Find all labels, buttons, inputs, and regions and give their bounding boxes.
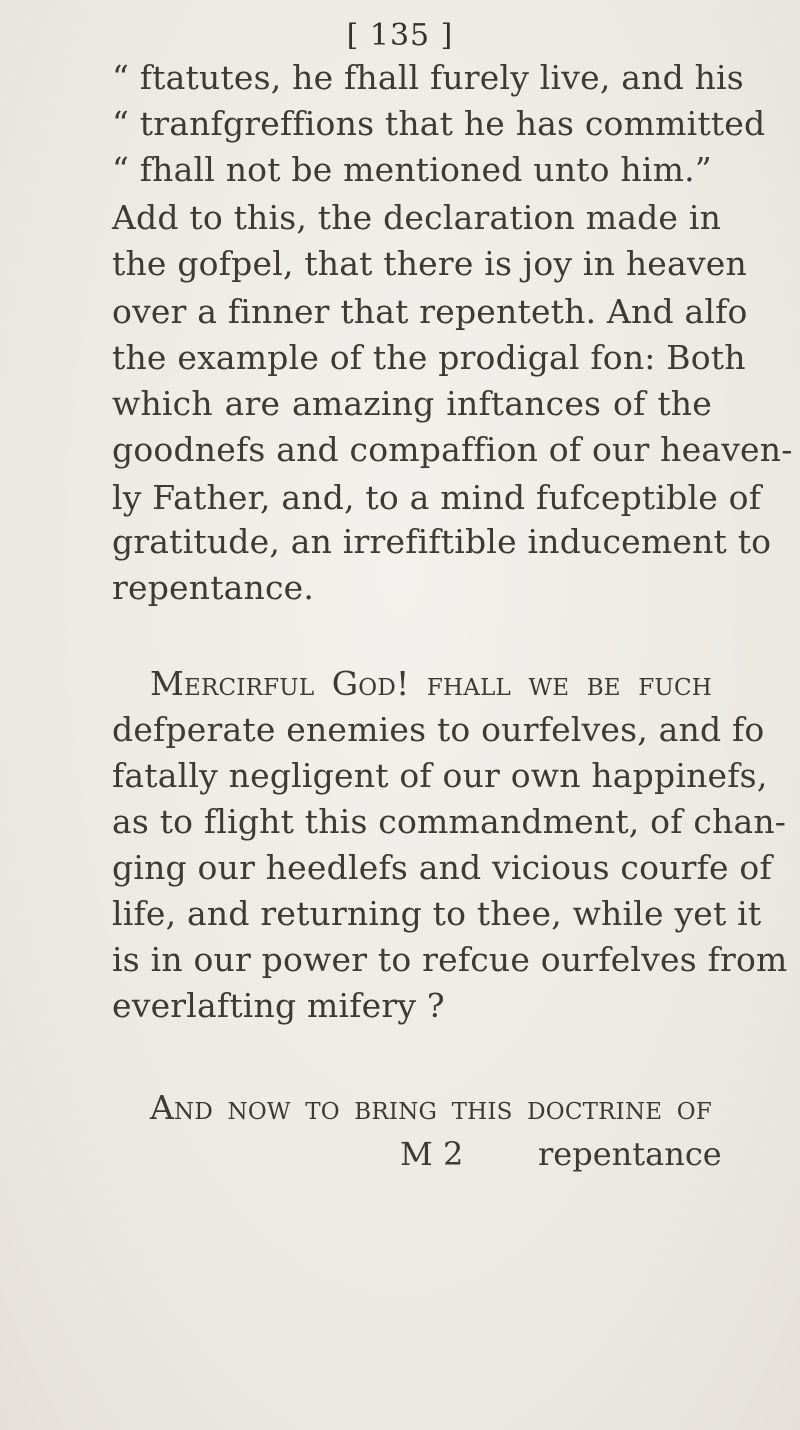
text-line: which are amazing inftances of the <box>112 384 712 423</box>
text-line: “ tranfgreffions that he has committed <box>112 104 766 143</box>
paragraph-opening-line <box>150 1086 712 1130</box>
text-line: “ fhall not be mentioned unto him.” <box>112 150 712 189</box>
text-line: repentance. <box>112 568 315 607</box>
page-number-header: [ 135 ] <box>346 18 454 53</box>
text-line: “ ftatutes, he fhall furely live, and his <box>112 58 744 97</box>
text-line: gratitude, an irrefiftible inducement to <box>112 522 772 561</box>
text-line: is in our power to refcue ourfelves from <box>112 940 788 979</box>
catchword: repentance <box>538 1135 722 1173</box>
text-line: everlafting mifery ? <box>112 986 445 1025</box>
paragraph-opening-smallcaps: And now to bring this doctrine of <box>150 1088 712 1127</box>
text-line: as to flight this commandment, of chan- <box>112 802 787 841</box>
text-line: goodnefs and compaffion of our heaven- <box>112 430 793 469</box>
text-line: ly Father, and, to a mind fufceptible of <box>112 478 762 517</box>
text-line: life, and returning to thee, while yet it <box>112 894 762 933</box>
text-line: defperate enemies to ourfelves, and fo <box>112 710 765 749</box>
text-line: Add to this, the declaration made in <box>112 198 722 237</box>
text-line: the gofpel, that there is joy in heaven <box>112 244 747 283</box>
signature-mark: M 2 <box>400 1135 464 1173</box>
paragraph-opening-line <box>150 662 712 706</box>
text-line: fatally negligent of our own happinefs, <box>112 756 768 795</box>
paragraph-opening-smallcaps: Mercirful God! fhall we be fuch <box>150 664 712 703</box>
text-line: over a finner that repenteth. And alfo <box>112 292 748 331</box>
text-line: ging our heedlefs and vicious courfe of <box>112 848 772 887</box>
text-line: the example of the prodigal fon: Both <box>112 338 746 377</box>
